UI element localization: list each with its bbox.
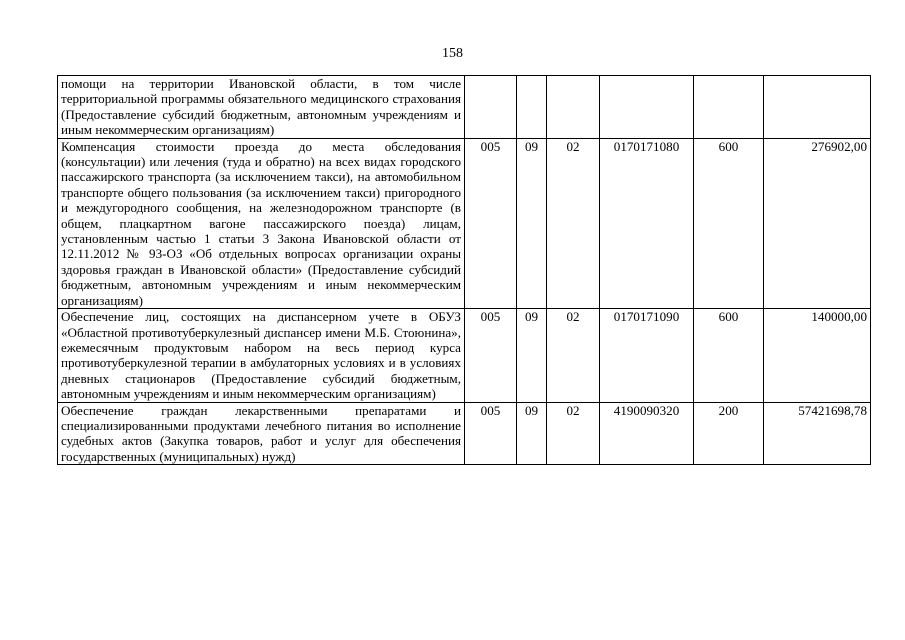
amount-cell bbox=[764, 76, 871, 139]
ministry-code-cell: 005 bbox=[465, 138, 517, 308]
amount-cell: 276902,00 bbox=[764, 138, 871, 308]
description-cell: Компенсация стоимости проезда до места обследования (консультации) или лечения (туда и обратно) на всех видах городского пассажирского транспорта (за исключением такси), на автомобильном транспорте общего пользования (за исключением такси) пригородного и междугородного сообщения, на железнодорожном транспорте (в общем, плацкартном вагоне пассажирского поезда) лицам, установленным частью 1 статьи 3 Закона Ивановской области от 12.11.2012 № 93-ОЗ «Об отдельных вопросах организации охраны здоровья граждан в Ивановской области» (Предоставление субсидий бюджетным, автономным учреждениям и иным некоммерческим организациям) bbox=[58, 138, 465, 308]
description-cell: Обеспечение лиц, состоящих на диспансерном учете в ОБУЗ «Областной противотуберкулезный диспансер имени М.Б. Стоюнина», ежемесячным продуктовым набором на весь период курса противотуберкулезной терапии в амбулаторных условиях и в условиях дневных стационаров (Предоставление субсидий бюджетным, автономным учреждениям и иным некоммерческим организациям) bbox=[58, 309, 465, 402]
expense-type-cell: 200 bbox=[694, 402, 764, 465]
amount-cell: 140000,00 bbox=[764, 309, 871, 402]
ministry-code-cell: 005 bbox=[465, 309, 517, 402]
ministry-code-cell: 005 bbox=[465, 402, 517, 465]
target-article-cell: 4190090320 bbox=[600, 402, 694, 465]
table-row bbox=[58, 309, 871, 402]
subsection-code-cell: 02 bbox=[547, 309, 600, 402]
table-row bbox=[58, 402, 871, 465]
section-code-cell: 09 bbox=[517, 402, 547, 465]
target-article-cell: 0170171090 bbox=[600, 309, 694, 402]
budget-table bbox=[57, 75, 871, 465]
expense-type-cell bbox=[694, 76, 764, 139]
target-article-cell: 0170171080 bbox=[600, 138, 694, 308]
description-cell: Обеспечение граждан лекарственными препаратами и специализированными продуктами лечебного питания во исполнение судебных актов (Закупка товаров, работ и услуг для обеспечения государственных (муниципальных) нужд) bbox=[58, 402, 465, 465]
table-row bbox=[58, 138, 871, 308]
table-body bbox=[58, 76, 871, 465]
subsection-code-cell bbox=[547, 76, 600, 139]
ministry-code-cell bbox=[465, 76, 517, 139]
target-article-cell bbox=[600, 76, 694, 139]
expense-type-cell: 600 bbox=[694, 309, 764, 402]
subsection-code-cell: 02 bbox=[547, 402, 600, 465]
table-row bbox=[58, 76, 871, 139]
amount-cell: 57421698,78 bbox=[764, 402, 871, 465]
page-number: 158 bbox=[442, 46, 463, 61]
description-cell: помощи на территории Ивановской области, в том числе территориальной программы обязательного медицинского страхования (Предоставление субсидий бюджетным, автономным учреждениям и иным некоммерческим организациям) bbox=[58, 76, 465, 139]
subsection-code-cell: 02 bbox=[547, 138, 600, 308]
section-code-cell: 09 bbox=[517, 138, 547, 308]
section-code-cell bbox=[517, 76, 547, 139]
expense-type-cell: 600 bbox=[694, 138, 764, 308]
section-code-cell: 09 bbox=[517, 309, 547, 402]
